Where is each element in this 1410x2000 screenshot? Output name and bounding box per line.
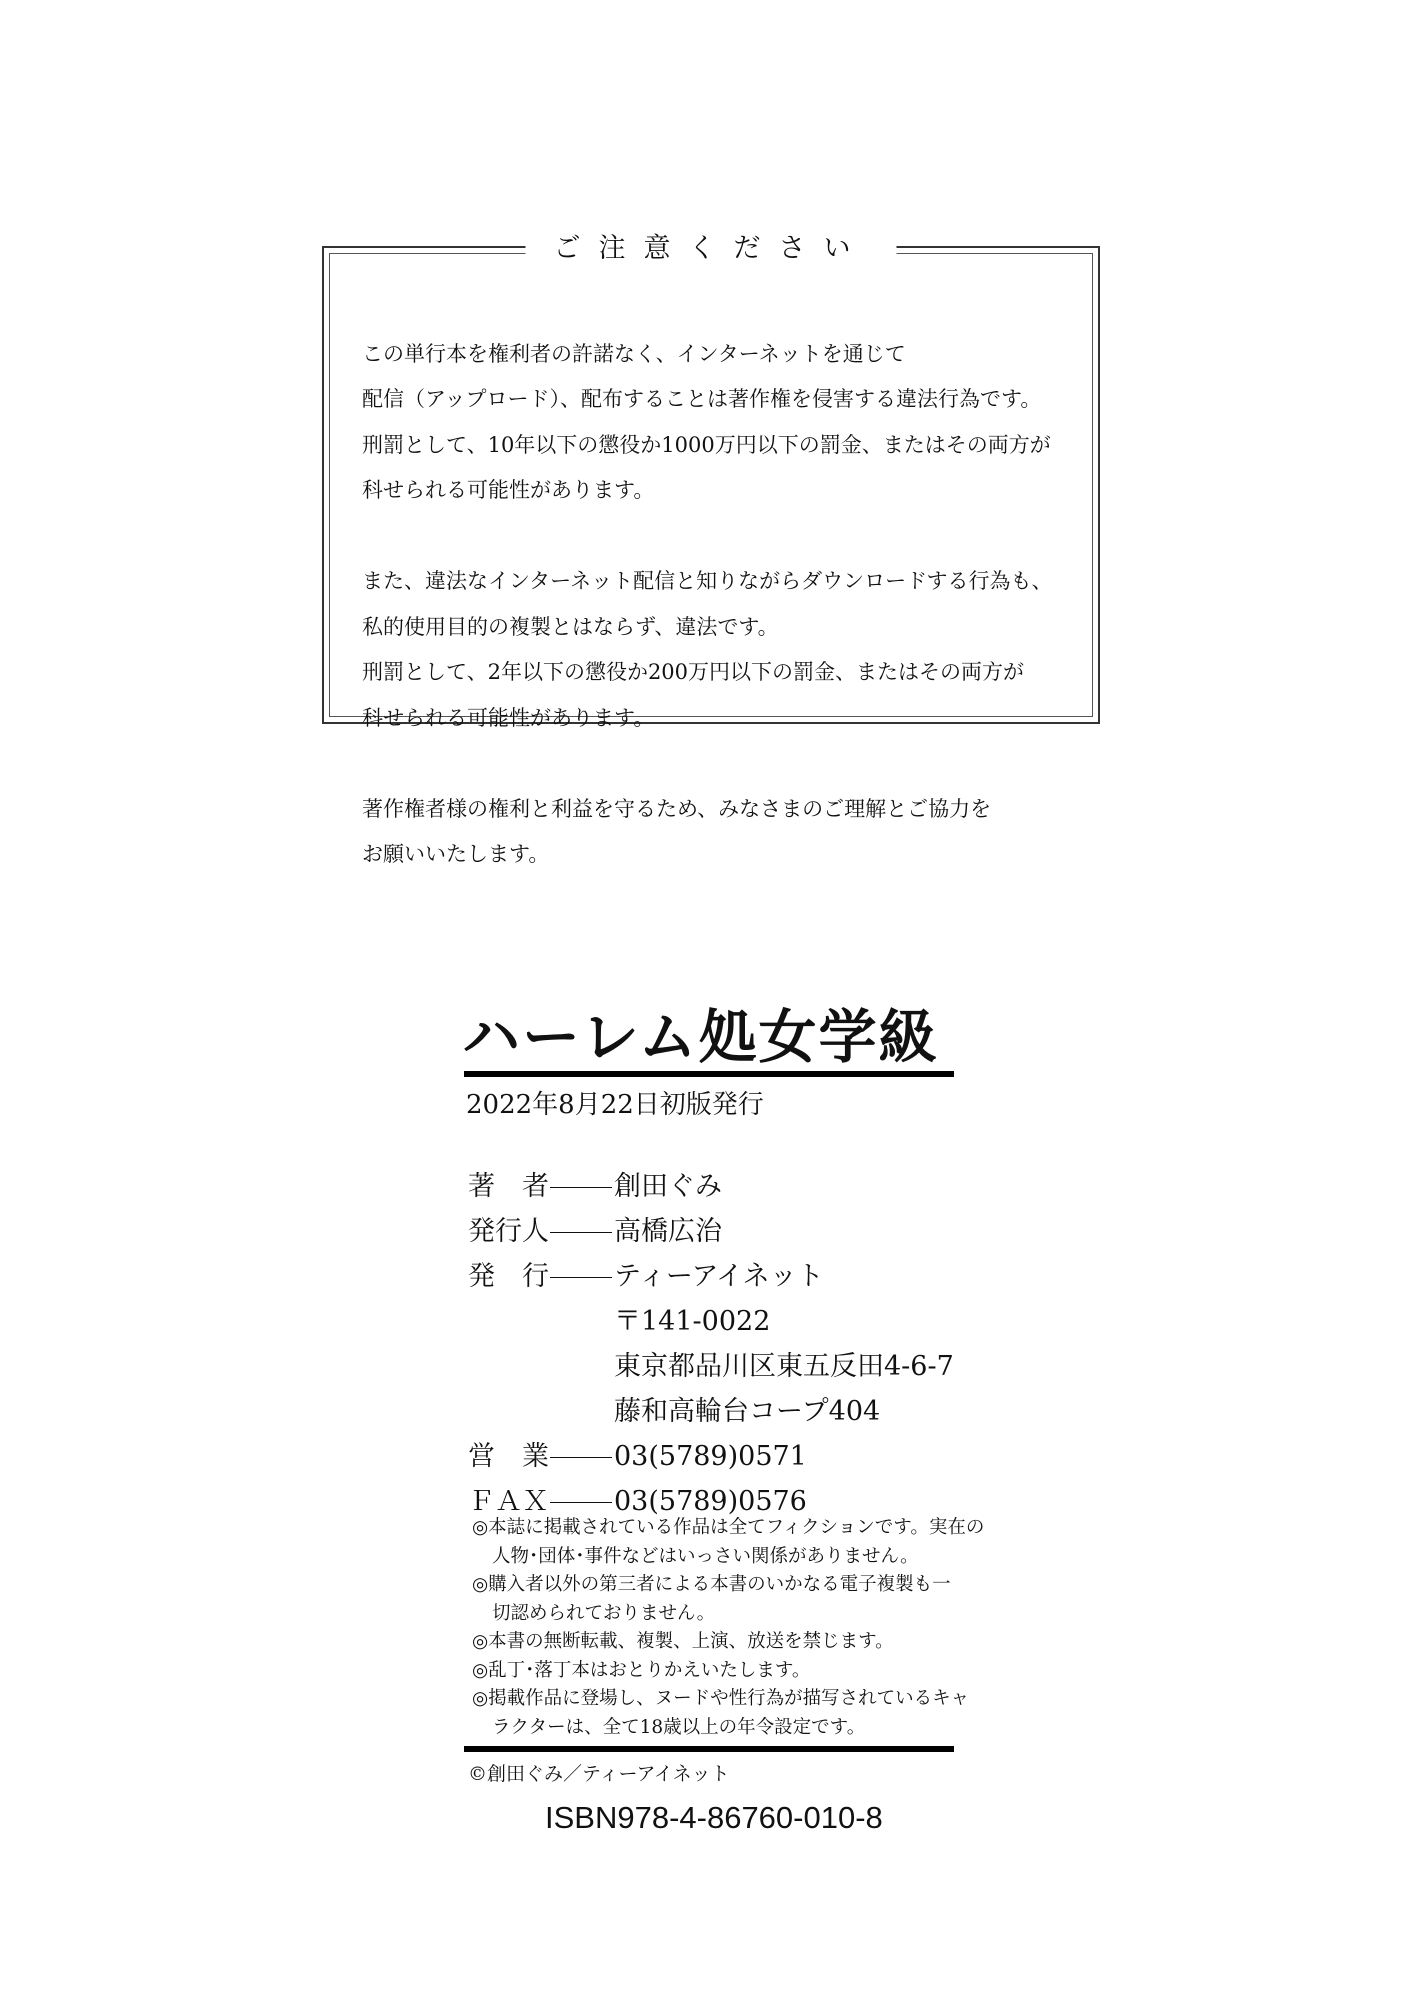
address-line: 藤和高輪台コープ404 xyxy=(614,1396,881,1427)
book-title: ハーレム処女学級 xyxy=(462,1003,939,1071)
isbn: ISBN978-4-86760-010-8 xyxy=(545,1800,883,1835)
notice-line: 科せられる可能性があります。 xyxy=(362,478,655,502)
credit-row-publisher-person xyxy=(468,1209,954,1254)
notice-line: お願いいたします。 xyxy=(362,842,550,866)
notes xyxy=(472,1514,984,1742)
note-line: 切認められておりません。 xyxy=(492,1602,716,1624)
copyright: ©創田ぐみ／ティーアイネット xyxy=(468,1763,730,1785)
notice-line: 刑罰として、10年以下の懲役か1000万円以下の罰金、またはその両方が xyxy=(362,432,1051,457)
notice-line: また、違法なインターネット配信と知りながらダウンロードする行為も、 xyxy=(362,569,1053,593)
note-line: ◎乱丁･落丁本はおとりかえいたします。 xyxy=(472,1659,811,1681)
credit-label: 発 行 xyxy=(468,1261,549,1292)
note-line: ◎掲載作品に登場し、ヌードや性行為が描写されているキャ xyxy=(472,1688,970,1709)
dash-divider xyxy=(548,1434,614,1479)
contact-value: 03(5789)0576 xyxy=(614,1486,807,1517)
publication-date: 2022年8月22日初版発行 xyxy=(466,1090,764,1120)
credits xyxy=(468,1164,954,1524)
credit-label: 著 者 xyxy=(468,1171,549,1202)
contact-label: ＦＡＸ xyxy=(468,1486,549,1517)
note-line: ◎本誌に掲載されている作品は全てフィクションです。実在の xyxy=(472,1517,985,1538)
notice-heading: ご注意ください xyxy=(526,226,897,265)
notice-line: この単行本を権利者の許諾なく、インターネットを通じて xyxy=(362,341,906,366)
address-line: 〒141-0022 xyxy=(614,1306,771,1337)
credit-value: 高橋広治 xyxy=(614,1216,722,1247)
credit-label: 発行人 xyxy=(468,1216,549,1247)
dash-divider xyxy=(548,1254,614,1299)
notice-body xyxy=(362,286,1078,923)
credit-row-author xyxy=(468,1164,954,1209)
notice-line: 科せられる可能性があります。 xyxy=(362,705,655,730)
contact-row-sales xyxy=(468,1434,954,1479)
note-line: ◎本書の無断転載、複製、上演、放送を禁じます。 xyxy=(472,1631,894,1652)
address-line: 東京都品川区東五反田4-6-7 xyxy=(614,1351,954,1382)
credit-row-publisher xyxy=(468,1254,954,1299)
note-line: ラクターは、全て18歳以上の年令設定です。 xyxy=(492,1716,866,1738)
notice-line: 刑罰として、2年以下の懲役か200万円以下の罰金、またはその両方が xyxy=(362,660,1025,684)
credit-value: 創田ぐみ xyxy=(614,1171,722,1202)
note-line: 人物･団体･事件などはいっさい関係がありません。 xyxy=(492,1545,919,1567)
title-rule xyxy=(464,1071,954,1077)
bottom-rule xyxy=(464,1746,954,1752)
contact-value: 03(5789)0571 xyxy=(614,1441,807,1472)
contact-label: 営 業 xyxy=(468,1441,549,1472)
credit-value: ティーアイネット xyxy=(614,1261,824,1292)
notice-line: 著作権者様の権利と利益を守るため、みなさまのご理解とご協力を xyxy=(362,796,992,821)
notice-box xyxy=(322,233,1100,866)
notice-line: 私的使用目的の複製とはならず、違法です。 xyxy=(362,614,779,639)
notice-line: 配信（アップロード）、配布することは著作権を侵害する違法行為です。 xyxy=(362,387,1042,411)
dash-divider xyxy=(548,1164,614,1209)
note-line: ◎購入者以外の第三者による本書のいかなる電子複製も一 xyxy=(472,1574,951,1595)
dash-divider xyxy=(548,1209,614,1254)
